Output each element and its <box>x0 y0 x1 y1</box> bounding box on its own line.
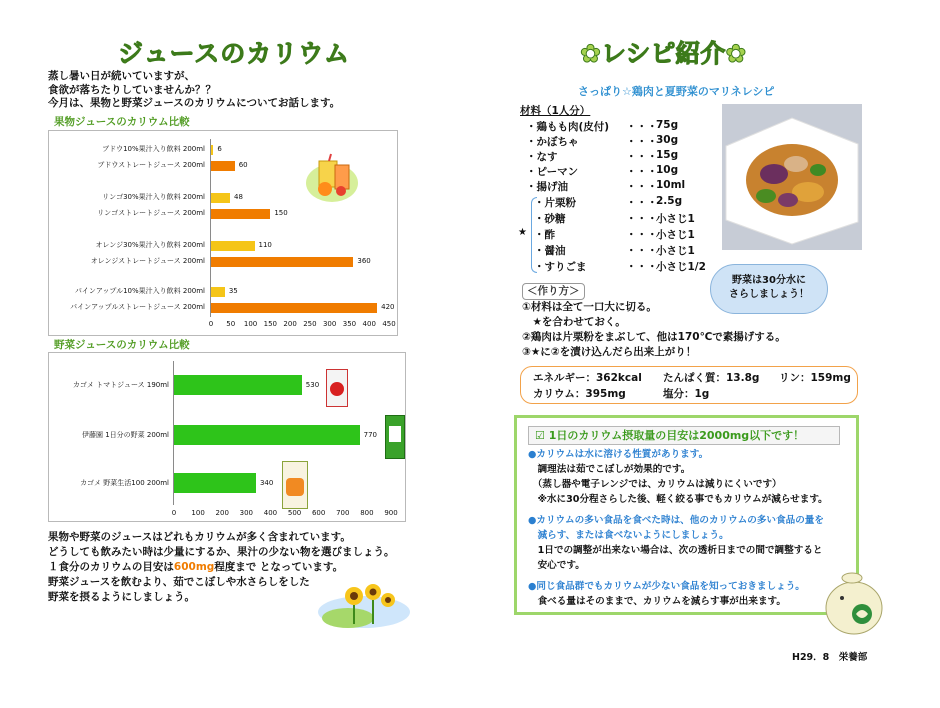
tick-label: 100 <box>243 320 258 328</box>
tick-label: 0 <box>171 509 177 517</box>
data-label: 770 <box>363 431 378 439</box>
tick-label: 700 <box>336 509 350 517</box>
bar <box>211 145 213 155</box>
tick-label: 200 <box>283 320 297 328</box>
veg-chart-heading: 野菜ジュースのカリウム比較 <box>54 339 190 351</box>
fruit-chart-heading: 果物ジュースのカリウム比較 <box>54 116 190 128</box>
category-label: ブドウストレートジュース 200ml <box>97 161 205 169</box>
data-label: 35 <box>228 287 238 295</box>
data-label: 340 <box>259 479 274 487</box>
page-title-juice-potassium: ジュースのカリウム <box>118 39 351 68</box>
data-label: 150 <box>274 209 288 217</box>
data-label: 530 <box>305 381 320 389</box>
tick-label: 500 <box>287 509 302 517</box>
piggy-bank-illustration <box>822 568 884 638</box>
star-mark: ★ <box>518 227 527 238</box>
potassium-value: カリウム：395mg <box>533 388 626 400</box>
tip-line: ●カリウムは水に溶ける性質があります。 <box>528 449 709 460</box>
advice-line: １食分のカリウムの目安は600mg程度まで となっています。 <box>48 561 344 573</box>
tips-list <box>528 447 848 607</box>
tick-label: 250 <box>303 320 317 328</box>
tick-label: 300 <box>239 509 254 517</box>
yasai-seikatsu-pack-image <box>282 461 308 509</box>
category-label: リンゴストレートジュース 200ml <box>97 209 205 217</box>
advice-line: 野菜を摂るようにしましょう。 <box>48 591 195 603</box>
category-label: カゴメ トマトジュース 190ml <box>72 381 169 389</box>
intro-line: 蒸し暑い日が続いていますが、 <box>48 70 195 82</box>
protein-value: たんぱく質：13.8g <box>663 372 760 384</box>
category-label: パインアップルストレートジュース 200ml <box>70 303 205 311</box>
materials-heading: 材料（1人分） <box>520 105 591 117</box>
tip-line: ※水に30分程さらした後、軽く絞る事でもカリウムが減らせます。 <box>528 494 828 505</box>
tick-label: 300 <box>322 320 337 328</box>
advice-line: 野菜ジュースを飲むより、茹でこぼしや水さらしをした <box>48 576 310 588</box>
salt-value: 塩分：1g <box>663 388 710 400</box>
tick-label: 350 <box>342 320 357 328</box>
category-label: パインアップル10%果汁入り飲料 200ml <box>74 287 205 295</box>
energy-value: エネルギー：362kcal <box>533 372 642 384</box>
sunflower-illustration <box>318 578 410 628</box>
tomato-juice-can-image <box>326 369 348 407</box>
footer-date-department: H29．8 栄養部 <box>792 652 868 663</box>
recipe-name: さっぱり☆鶏肉と夏野菜のマリネレシピ <box>578 85 775 98</box>
potassium-target-highlight: 600mg <box>173 561 215 573</box>
bar <box>211 161 235 171</box>
advice-line: どうしても飲みたい時は少量にするか、果汁の少ない物を選びましょう。 <box>48 546 395 558</box>
category-label: カゴメ 野菜生活100 200ml <box>80 479 169 487</box>
intro-line: 食欲が落ちたりしていませんか？？ <box>48 83 216 96</box>
tip-line: ●同じ食品群でもカリウムが少ない食品を知っておきましょう。 <box>528 581 805 592</box>
bar <box>211 257 353 267</box>
tip-line: 減らす、または食べないようにしましょう。 <box>528 530 729 541</box>
ingredient-list: ・鶏もも肉(皮付) ・・・ 75g ・かぼちゃ ・・・ 30g ・なす ・・・ 15g ・ピーマン ・・・ 10g ・揚げ油 ・・・ 10ml ★ ・片栗粉 ・・・ 2.5g ・砂糖 ・・・ 小さじ1 ・酢 ・・・ 小さじ1 ・醤油 ・・・ 小さじ1 ・すりごま ・・・ 小さじ1/2 <box>518 119 706 273</box>
category-label: 伊藤園 1日分の野菜 200ml <box>81 431 169 439</box>
data-label: 6 <box>217 145 222 153</box>
bar <box>211 287 225 297</box>
juice-illustration <box>305 153 359 203</box>
advice-line: 果物や野菜のジュースはどれもカリウムが多く含まれています。 <box>48 531 351 543</box>
tick-label: 900 <box>384 509 398 517</box>
tick-label: 450 <box>382 320 396 328</box>
veg-chart <box>48 352 406 522</box>
bar <box>211 241 255 251</box>
tip-line: 1日での調整が出来ない場合は、次の透析日までの間で調整すると <box>528 545 823 556</box>
bar <box>174 473 256 493</box>
tick-label: 0 <box>208 320 214 328</box>
data-label: 420 <box>381 303 395 311</box>
step-line: ③★に②を漬け込んだら出来上がり！ <box>522 346 697 358</box>
bar <box>174 375 302 395</box>
tick-label: 800 <box>360 509 374 517</box>
category-label: ブドウ10%果汁入り飲料 200ml <box>102 145 205 153</box>
data-label: 110 <box>258 241 272 249</box>
step-line: ②鶏肉は片栗粉をまぶして、他は170℃で素揚げする。 <box>522 331 786 343</box>
tick-label: 400 <box>263 509 278 517</box>
steps-heading: ＜作り方＞ <box>522 283 585 300</box>
phosphorus-value: リン：159mg <box>779 372 851 384</box>
category-label: オレンジ30%果汁入り飲料 200ml <box>95 241 205 249</box>
tick-label: 600 <box>311 509 326 517</box>
veg-chart-plot <box>49 353 407 523</box>
data-label: 48 <box>233 193 243 201</box>
fruit-chart <box>48 130 398 336</box>
tick-label: 400 <box>362 320 376 328</box>
dish-photo <box>722 104 862 250</box>
bar <box>211 303 377 313</box>
data-label: 60 <box>238 161 248 169</box>
step-line: ①材料は全て一口大に切る。 <box>522 301 657 313</box>
data-label: 360 <box>357 257 371 265</box>
soak-vegetables-bubble: 野菜は30分水に さらしましょう！ <box>710 264 828 314</box>
tip-line: ●カリウムの多い食品を食べた時は、他のカリウムの多い食品の量を <box>528 515 824 526</box>
category-label: リンゴ30%果汁入り飲料 200ml <box>102 193 205 201</box>
tick-label: 100 <box>191 509 205 517</box>
intro-line: 今月は、果物と野菜ジュースのカリウムについてお話します。 <box>48 97 341 109</box>
tick-label: 200 <box>215 509 229 517</box>
tick-label: 50 <box>226 320 236 328</box>
category-label: オレンジストレートジュース 200ml <box>90 257 205 265</box>
tips-title: ☑ 1日のカリウム摂取量の目安は2000mg以下です！ <box>528 426 840 445</box>
bar <box>174 425 360 445</box>
tip-line: 安心です。 <box>528 560 585 571</box>
vegetable-juice-pack-image <box>385 415 405 459</box>
tip-line: 食べる量はそのままで、カリウムを減らす事が出来ます。 <box>528 596 786 607</box>
intro-text <box>48 70 340 111</box>
page-title-recipe: ✿レシピ紹介✿ <box>580 39 747 68</box>
nutrition-box <box>520 366 858 404</box>
tip-line: （蒸し器や電子レンジでは、カリウムは減りにくいです） <box>528 479 782 490</box>
cooking-steps <box>522 283 786 360</box>
tip-line: 調理法は茹でこぼしが効果的です。 <box>528 464 691 475</box>
bar <box>211 209 270 219</box>
bar <box>211 193 230 203</box>
tick-label: 150 <box>263 320 278 328</box>
step-line: ★を合わせておく。 <box>522 316 626 328</box>
